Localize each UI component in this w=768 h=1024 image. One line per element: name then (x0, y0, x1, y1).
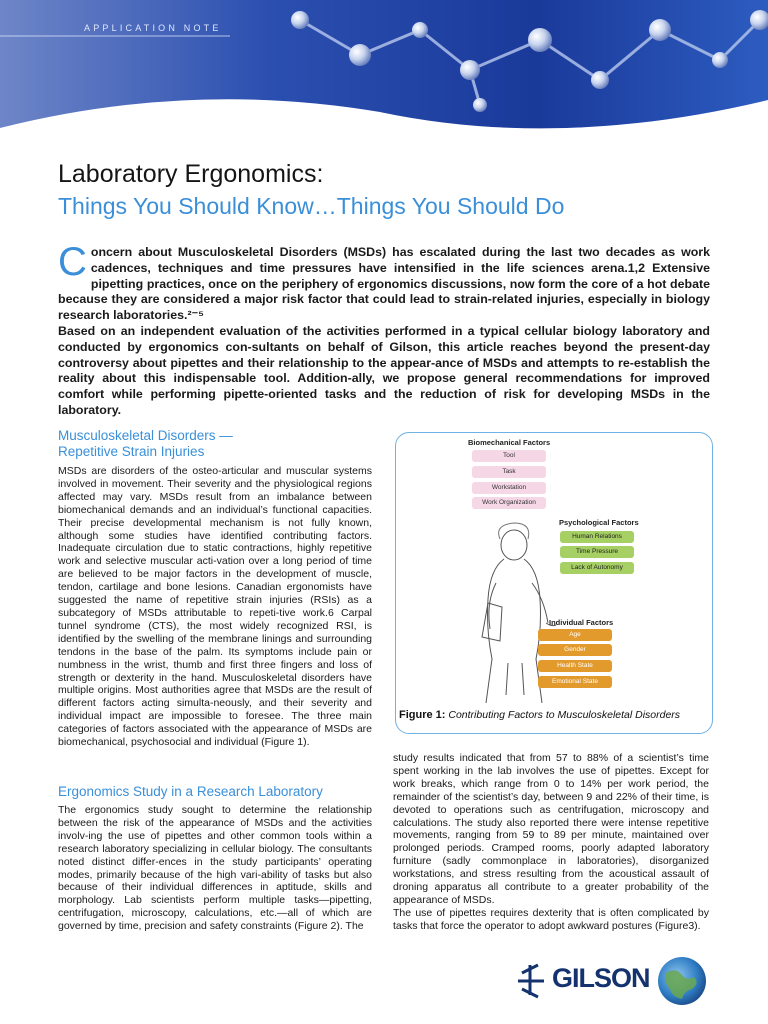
intro-section (58, 240, 710, 419)
intro-paragraph-1: oncern about Musculoskeletal Disorders (MSDs) has escalated during the last two decades as work cadences, techniques and time pressures have intensified in the life sciences arena.1,2 Extensive pipetting practices, once on the periphery of ergonomics discussions, now form the core of a hot debate because they are considered a major risk factor that could lead to strain-related injuries, especially in biology research laboratories.²⁻⁵ (58, 245, 710, 323)
factor-work-organization: Work Organization (472, 497, 546, 509)
page-title: Laboratory Ergonomics: (58, 160, 324, 188)
header-banner (0, 0, 768, 130)
factor-emotional-state: Emotional State (538, 676, 612, 688)
factor-time-pressure: Time Pressure (560, 546, 634, 558)
application-note-label: APPLICATION NOTE (84, 23, 222, 33)
individual-heading: Individual Factors (549, 618, 614, 627)
section-body-msd (58, 465, 372, 749)
factor-gender: Gender (538, 644, 612, 656)
molecule-banner-image (0, 0, 768, 130)
section-heading-study: Ergonomics Study in a Research Laboratory (58, 784, 323, 799)
intro-paragraph-2: Based on an independent evaluation of the activities performed in a typical cellular biology laboratory and conducted by ergonomics con-sultants on behalf of Gilson, this article reaches beyond the present-day controversy about pipettes and their relationship to the appear-ance of MSDs and attempts to re-establish the reality about this indispensable tool. Addition-ally, we propose general recommendations for improved comfort while performing pipette-oriented tasks and the reduction of risk for developing MSDs in the laboratory. (58, 323, 710, 417)
right-paragraph-2: The use of pipettes requires dexterity that is often complicated by tasks that force the operator to adopt awkward postures (Figure3). (393, 906, 709, 932)
section-heading-msd-line2: Repetitive Strain Injuries (58, 444, 205, 459)
factor-lack-of-autonomy: Lack of Autonomy (560, 562, 634, 574)
right-paragraph-1: study results indicated that from 57 to 88% of a scientist’s time spent working in the lab involves the use of pipettes. Except for work breaks, which range from 0 to 14% per work period, the remainder of the scientist’s day, between 9 and 22% of their time, is devoted to operations such as centrifugation, microscopy and calculations. The study also reported there were intense repetitive movements, ranging from 59 to 89 per minute, maintained over prolonged periods. Cramped rooms, poorly adapted laboratory furniture (sadly commonplace in laboratories), disorganized workstations, and stress resulting from the acoustical assault of droning apparatus all contribute to a greater probability of the appearance of MSDs. (393, 752, 709, 906)
figure-caption (399, 709, 680, 721)
gilson-logo (510, 955, 710, 1007)
study-paragraph: The ergonomics study sought to determine the relationship between the risk of the appearance of MSDs and the activities involv-ing the use of pipettes and other common tools within a research laboratory specializing in cellular biology. The consultants noted distinct differ-ences in the study participants’ operating modes, primarily because of the high vari-ability of tasks but also because of their individual differences in aptitude, skills and morphology. Lab scientists perform multiple tasks—pipetting, centrifugation, microscopy, calculations, etc.—all of which are governed by time, precision and safety constraints (Figure 2). The (58, 804, 372, 933)
factor-age: Age (538, 629, 612, 641)
right-column-text (393, 752, 709, 933)
page-subtitle: Things You Should Know…Things You Should Do (58, 193, 565, 219)
factor-task: Task (472, 466, 546, 478)
msd-paragraph: MSDs are disorders of the osteo-articular and muscular systems involved in movement. Their severity and the physiological regions affected may vary. MSDs result from an imbalance between biomechanical demands and an individual’s functional capacities. Their precise developmental mechanism is not fully known, although some studies have identified contributing factors. Inadequate circulation due to static contractions, highly repetitive work and selective muscular acti-vation over a long period of time are believed to be major factors in the development of muscle, tendon, cartilage and bone lesions. Canadian ergonomists have suggested the name of repetitive strain injuries (RSIs) as a subcategory of MSDs attributable to repeti-tive work.6 Carpal tunnel syndrome (CTS), the most widely recognized RSI, is identified by the swelling of the membrane linings and surrounding tendons in the base of the palm. Its symptoms include pain or numbness in the wrist, thumb and first three fingers and loss of strength or dexterity in the hand. Musculoskeletal disorders have multiple origins. Most authorities agree that MSDs are the result of different factors acting simulta-neously, and their severity and individual impact are impossible to foresee. The three main categories of factors associated with the appearance of MSDs are biomechanical, psychosocial and individual (Figure 1). (58, 465, 372, 749)
biomechanical-heading: Biomechanical Factors (468, 438, 551, 447)
psychological-heading: Psychological Factors (559, 518, 639, 527)
factor-human-relations: Human Relations (560, 531, 634, 543)
figure-caption-label: Figure 1: (399, 709, 446, 721)
figure-1 (395, 432, 713, 734)
section-heading-msd (58, 428, 233, 460)
drop-cap: C (58, 240, 87, 284)
factor-health-state: Health State (538, 660, 612, 672)
gilson-wordmark: GILSON (552, 963, 650, 993)
factor-tool: Tool (472, 450, 546, 462)
section-heading-msd-line1: Musculoskeletal Disorders — (58, 428, 233, 443)
section-body-study (58, 804, 372, 933)
factor-workstation: Workstation (472, 482, 546, 494)
figure-caption-text: Contributing Factors to Musculoskeletal Disorders (448, 709, 681, 721)
